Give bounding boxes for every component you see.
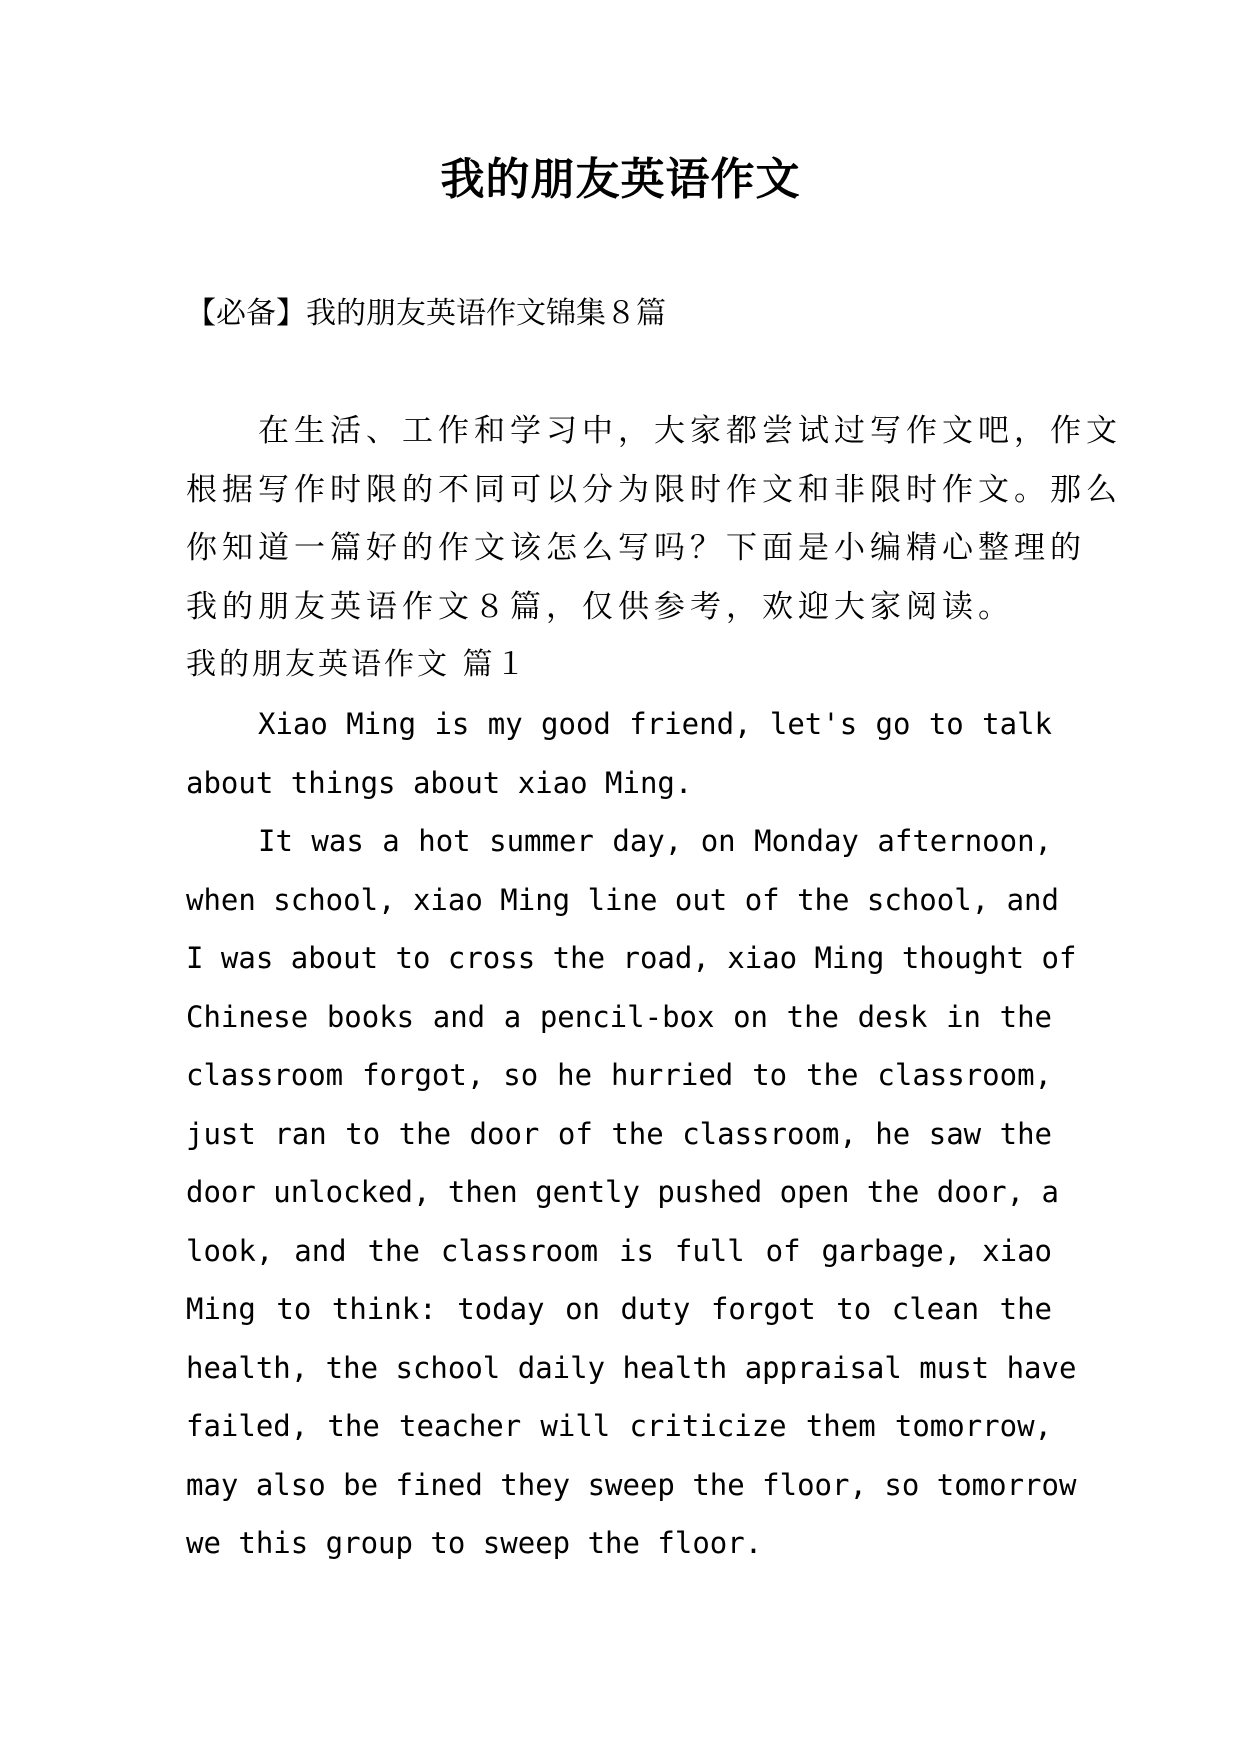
intro-line: 根据写作时限的不同可以分为限时作文和非限时作文。那么 bbox=[186, 471, 1122, 508]
paragraph-line: look, and the classroom is full of garbage, xiao bbox=[186, 1233, 1052, 1268]
paragraph-line: Xiao Ming is my good friend, let's go to talk bbox=[258, 707, 1052, 741]
paragraph-line: when school, xiao Ming line out of the school, and bbox=[186, 882, 1059, 917]
paragraph-line: failed, the teacher will criticize them tomorrow, bbox=[186, 1409, 1052, 1443]
page-title: 我的朋友英语作文 bbox=[440, 154, 801, 205]
paragraph-line: just ran to the door of the classroom, he saw the bbox=[186, 1116, 1052, 1151]
intro-line: 在生活、工作和学习中，大家都尝试过写作文吧，作文 bbox=[258, 413, 1122, 449]
document-subtitle: 【必备】我的朋友英语作文锦集８篇 bbox=[186, 296, 666, 331]
paragraph-line: I was about to cross the road, xiao Ming thought of bbox=[186, 941, 1077, 975]
paragraph-line: may also be fined they sweep the floor, so tomorrow bbox=[186, 1467, 1077, 1502]
paragraph-line: health, the school daily health appraisal must have bbox=[186, 1350, 1077, 1385]
paragraph-line: It was a hot summer day, on Monday afternoon, bbox=[258, 824, 1052, 858]
paragraph-line: Chinese books and a pencil-box on the desk in the bbox=[186, 999, 1052, 1034]
paragraph-line: classroom forgot, so he hurried to the classroom, bbox=[186, 1058, 1052, 1092]
paragraph-2 bbox=[186, 812, 1077, 1573]
intro-line: 你知道一篇好的作文该怎么写吗？下面是小编精心整理的 bbox=[186, 530, 1086, 566]
paragraph-line: we this group to sweep the floor. bbox=[186, 1526, 763, 1560]
paragraph-line: about things about xiao Ming. bbox=[186, 765, 693, 800]
section-heading: 我的朋友英语作文 篇１ bbox=[186, 647, 529, 682]
paragraph-line: Ming to think: today on duty forgot to clean the bbox=[186, 1292, 1052, 1326]
intro-paragraph bbox=[186, 402, 1122, 636]
intro-line: 我的朋友英语作文８篇，仅供参考，欢迎大家阅读。 bbox=[186, 588, 1014, 625]
paragraph-line: door unlocked, then gently pushed open the door, a bbox=[186, 1175, 1059, 1209]
paragraph-1 bbox=[186, 695, 1052, 812]
